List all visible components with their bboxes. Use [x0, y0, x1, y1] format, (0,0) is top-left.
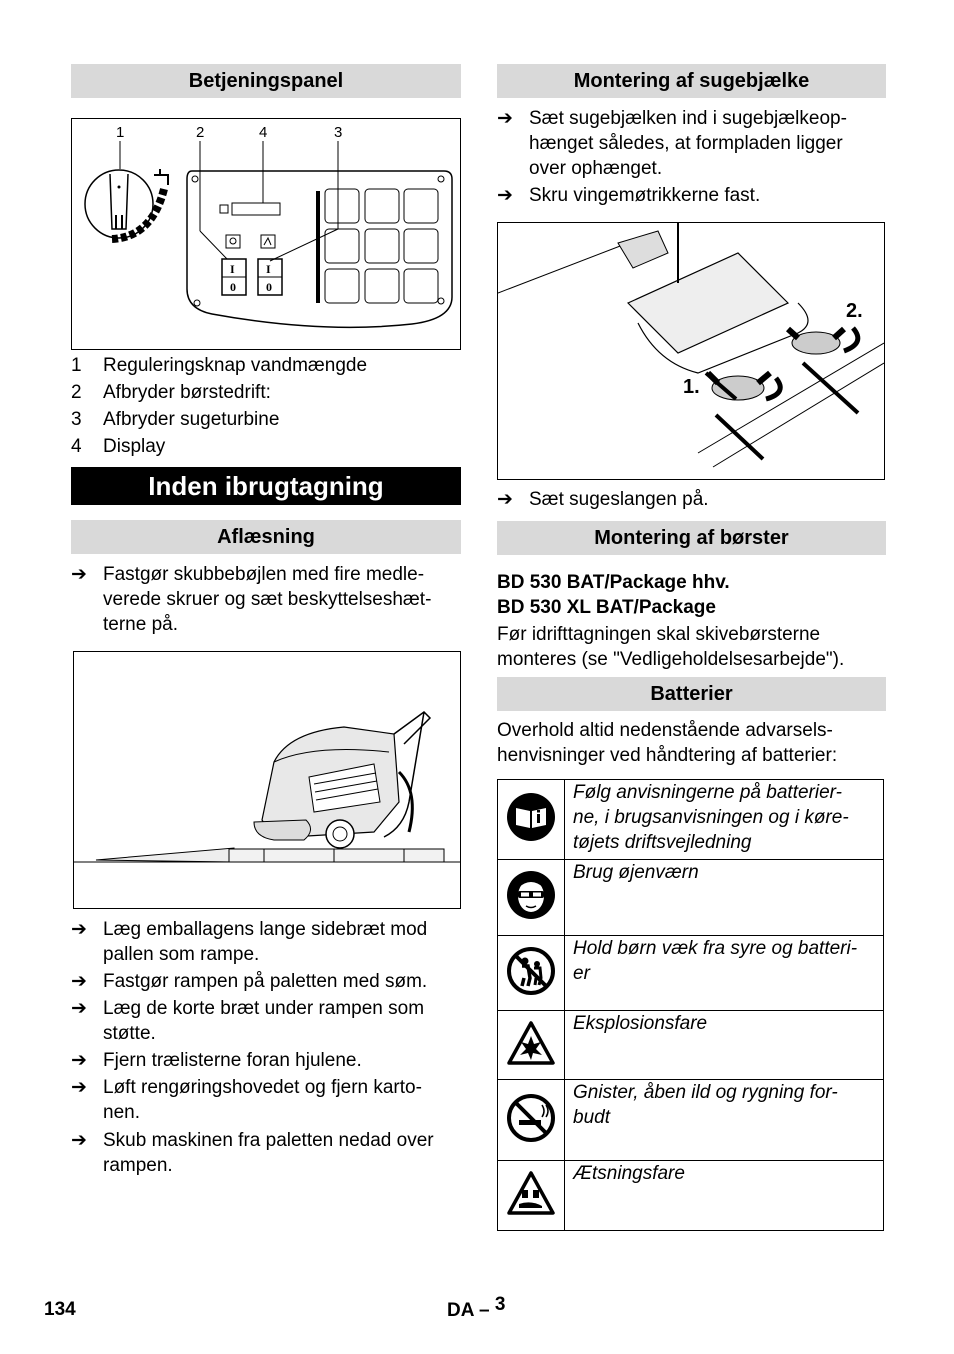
control-panel-figure: [71, 118, 461, 350]
battery-indicator-icon: [220, 205, 228, 213]
unload-step: ➔ Fjern trælisterne foran hjulene.: [71, 1050, 362, 1071]
brush-text: Før idrifttagningen skal skivebørsterne monteres (se "Vedligeholdelsesarbejde").: [497, 624, 845, 670]
callout-2: 2: [196, 124, 205, 141]
legend-item: 3 Afbryder sugeturbine: [71, 409, 280, 430]
arrow-right-icon: ➔: [71, 971, 87, 992]
scrubber-machine-icon: [254, 712, 430, 848]
wing-nut-icon: [788, 329, 844, 354]
legend-item: 1 Reguleringsknap vandmængde: [71, 355, 368, 376]
warning-row: [498, 860, 884, 936]
svg-text:0: 0: [266, 280, 272, 294]
control-panel-illustration: [72, 119, 460, 349]
footer-section: DA – 3: [447, 1294, 506, 1321]
arrow-right-icon: ➔: [71, 919, 87, 940]
keypad-grid: [325, 189, 438, 303]
callout-1: 1: [116, 124, 125, 141]
unload-step: ➔ Skub maskinen fra paletten nedad over rampen.: [71, 1130, 434, 1176]
step-label-2: 2.: [846, 300, 863, 322]
unload-step: ➔ Fastgør rampen på paletten med søm.: [71, 971, 428, 992]
keep-children-away-icon: [506, 946, 556, 996]
warning-text: Gnister, åben ild og rygning for- budt: [565, 1080, 884, 1161]
unload-intro-step: ➔ Fastgør skubbebøjlen med fire medle- verede skruer og sæt beskyttelseshæt- terne på.: [71, 564, 432, 635]
suction-switch: [258, 259, 282, 295]
arrow-right-icon: ➔: [71, 1050, 87, 1071]
warning-row: [498, 1161, 884, 1231]
corrosion-hazard-icon: [506, 1170, 556, 1216]
brush-switch: [222, 259, 246, 295]
brush-symbol-icon: [226, 235, 240, 248]
warning-row: [498, 780, 884, 860]
unload-step: ➔ Læg emballagens lange sidebræt mod pallen som rampe.: [71, 919, 428, 965]
arrow-right-icon: ➔: [497, 108, 513, 129]
squeegee-mount-figure: [497, 222, 885, 480]
battery-warning-table: [497, 779, 884, 1231]
squeegee-step: ➔ Skru vingemøtrikkerne fast.: [497, 185, 761, 206]
arrow-right-icon: ➔: [71, 998, 87, 1019]
unload-step: ➔ Løft rengøringshovedet og fjern karto- nen.: [71, 1077, 422, 1123]
page-number: 134: [44, 1299, 76, 1320]
warning-text: Brug øjenværn: [565, 860, 884, 936]
warning-row: [498, 936, 884, 1011]
callout-3: 3: [334, 124, 343, 141]
arrow-right-icon: ➔: [497, 489, 513, 510]
explosion-hazard-icon: [506, 1020, 556, 1066]
wing-nut-icon: [708, 373, 770, 400]
main-heading: Inden ibrugtagning: [71, 467, 461, 505]
callout-4: 4: [259, 124, 268, 141]
unload-step: ➔ Læg de korte bræt under rampen som støtte.: [71, 998, 425, 1044]
hose-step: ➔ Sæt sugeslangen på.: [497, 489, 709, 510]
section-heading-unloading: Aflæsning: [71, 520, 461, 554]
warning-row: [498, 1011, 884, 1080]
eye-protection-icon: [506, 870, 556, 920]
arrow-right-icon: ➔: [497, 185, 513, 206]
battery-intro: Overhold altid nedenstående advarsels- henvisninger ved håndtering af batterier:: [497, 720, 838, 766]
warning-text: Hold børn væk fra syre og batteri- er: [565, 936, 884, 1011]
legend-item: 2 Afbryder børstedrift:: [71, 382, 271, 403]
scrubber-on-pallet-illustration: [74, 652, 460, 908]
squeegee-step: ➔ Sæt sugebjælken ind i sugebjælkeop- hænget således, at formpladen ligger over ophænget.: [497, 108, 847, 179]
svg-text:0: 0: [230, 280, 236, 294]
no-fire-smoking-icon: [506, 1093, 556, 1143]
warning-row: [498, 1080, 884, 1161]
brush-models: BD 530 BAT/Package hhv. BD 530 XL BAT/Package: [497, 572, 730, 618]
section-heading-squeegee: Montering af sugebjælke: [497, 64, 886, 98]
squeegee-assembly-illustration: [498, 223, 884, 479]
warning-text: Ætsningsfare: [565, 1161, 884, 1231]
section-heading-batteries: Batterier: [497, 677, 886, 711]
legend-item: 4 Display: [71, 436, 166, 457]
arrow-right-icon: ➔: [71, 1130, 87, 1151]
manual-book-icon: [506, 792, 556, 842]
display-icon: [232, 203, 280, 215]
unloading-machine-figure: [73, 651, 461, 909]
arrow-right-icon: ➔: [71, 1077, 87, 1098]
warning-text: Følg anvisningerne på batterier- ne, i brugsanvisningen og i køre- tøjets driftsvejledning: [565, 780, 884, 860]
suction-symbol-icon: [261, 235, 275, 248]
water-regulator-knob-icon: [85, 169, 168, 239]
svg-text:I: I: [230, 262, 235, 276]
arrow-right-icon: ➔: [71, 564, 87, 585]
section-heading-control-panel: Betjeningspanel: [71, 64, 461, 98]
step-label-1: 1.: [683, 376, 700, 398]
section-heading-brushes: Montering af børster: [497, 521, 886, 555]
warning-text: Eksplosionsfare: [565, 1011, 884, 1080]
svg-text:I: I: [266, 262, 271, 276]
